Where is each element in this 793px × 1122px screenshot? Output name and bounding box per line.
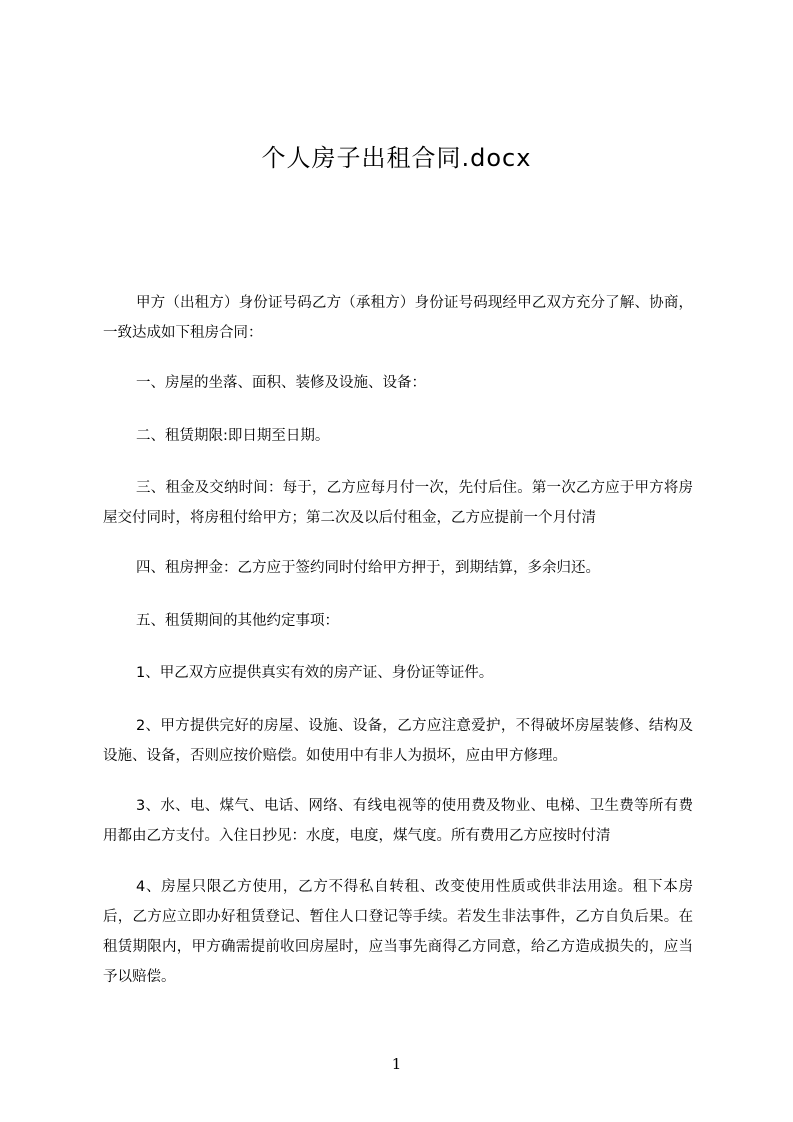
paragraph-item-1: 1、甲乙双方应提供真实有效的房产证、身份证等证件。 bbox=[136, 665, 494, 681]
paragraph-clause-2: 二、租赁期限:即日期至日期。 bbox=[136, 428, 330, 444]
paragraph-clause-1: 一、房屋的坐落、面积、装修及设施、设备： bbox=[136, 375, 426, 391]
paragraph-item-4: 4、房屋只限乙方使用，乙方不得私自转租、改变使用性质或供非法用途。租下本房后，乙方应立即办好租赁登记、暂住人口登记等手续。若发生非法事件，乙方自负后果。在租赁期限内，甲方确需提前收回房屋时，应当事先商得乙方同意，给乙方造成损失的，应当予以赔偿。 bbox=[103, 879, 693, 985]
paragraph-intro: 甲方（出租方）身份证号码乙方（承租方）身份证号码现经甲乙双方充分了解、协商，一致达成如下租房合同： bbox=[103, 295, 693, 341]
paragraph-item-2: 2、甲方提供完好的房屋、设施、设备，乙方应注意爱护，不得破坏房屋装修、结构及设施、设备，否则应按价赔偿。如使用中有非人为损坏，应由甲方修理。 bbox=[103, 718, 693, 764]
paragraph-clause-3: 三、租金及交纳时间：每于，乙方应每月付一次，先付后住。第一次乙方应于甲方将房屋交付同时，将房租付给甲方；第二次及以后付租金，乙方应提前一个月付清 bbox=[103, 480, 693, 526]
paragraph-clause-4: 四、租房押金：乙方应于签约同时付给甲方押于，到期结算，多余归还。 bbox=[136, 560, 600, 576]
paragraph-clause-5: 五、租赁期间的其他约定事项： bbox=[136, 613, 339, 629]
document-title: 个人房子出租合同.docx bbox=[261, 144, 532, 172]
page-number: 1 bbox=[391, 1055, 402, 1073]
paragraph-item-3: 3、水、电、煤气、电话、网络、有线电视等的使用费及物业、电梯、卫生费等所有费用都由乙方支付。入住日抄见：水度，电度，煤气度。所有费用乙方应按时付清 bbox=[103, 798, 693, 844]
